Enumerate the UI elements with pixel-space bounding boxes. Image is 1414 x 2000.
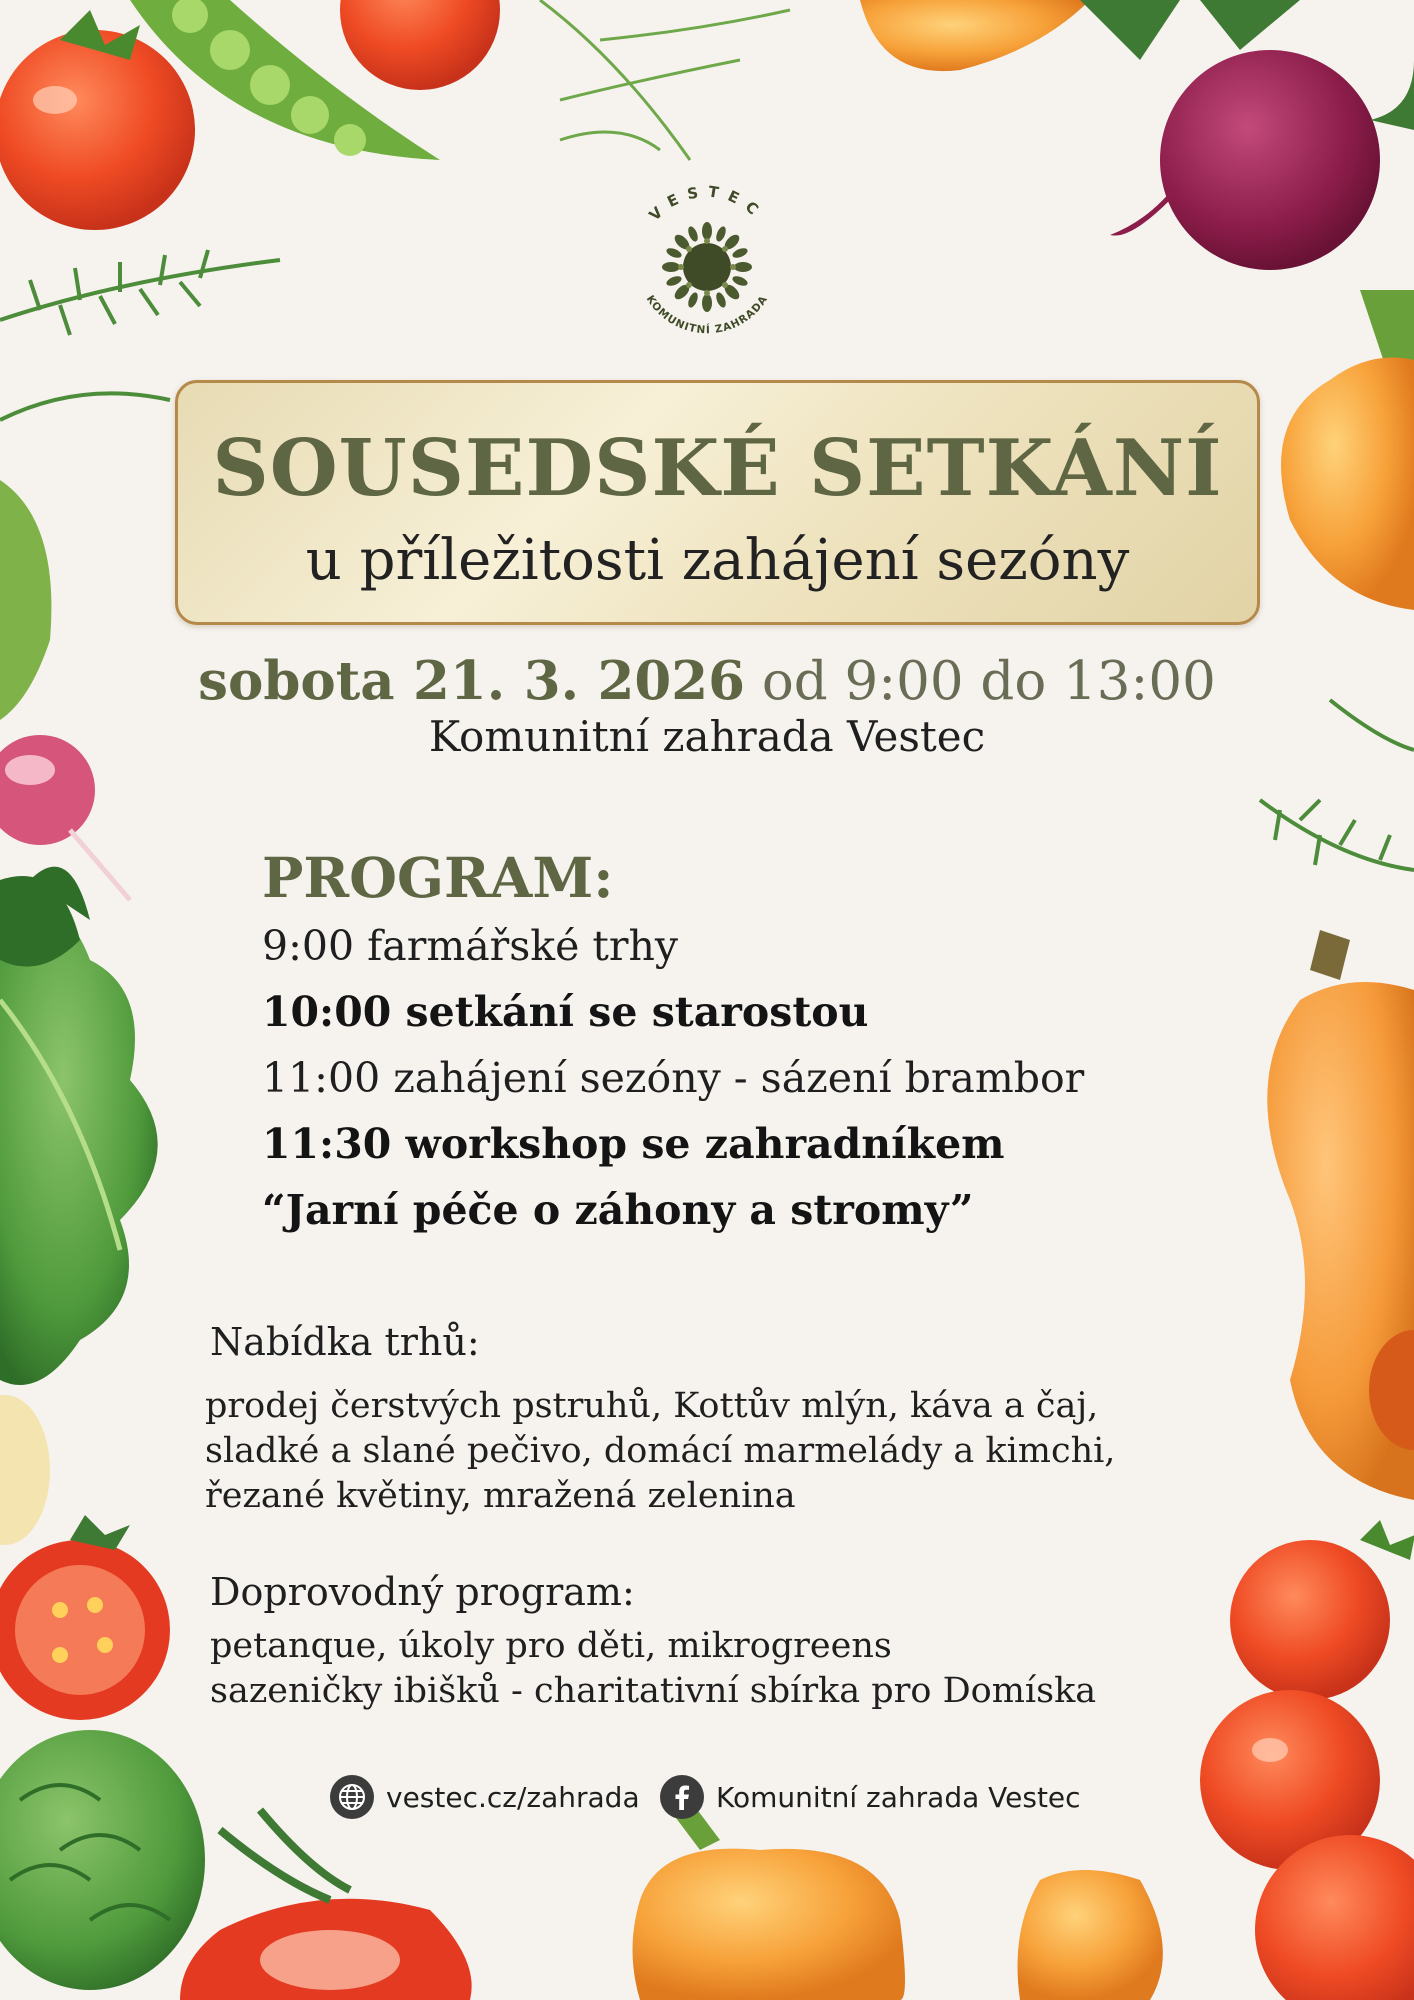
onion-decoration	[0, 1395, 50, 1545]
program-heading: PROGRAM:	[262, 845, 614, 910]
market-line: prodej čerstvých pstruhů, Kottův mlýn, káva a čaj,	[205, 1386, 1099, 1426]
tomato-decoration	[1200, 1520, 1414, 2000]
event-place: Komunitní zahrada Vestec	[428, 712, 986, 761]
carrot-decoration	[1018, 1870, 1163, 2000]
market-line: řezané květiny, mražená zelenina	[205, 1476, 796, 1516]
side-program-title: Doprovodný program:	[210, 1570, 635, 1614]
web-contact[interactable]	[330, 1775, 640, 1819]
market-line: sladké a slané pečivo, domácí marmelády a kimchi,	[205, 1431, 1116, 1471]
facebook-icon	[660, 1775, 704, 1819]
lettuce-decoration	[0, 867, 158, 1385]
svg-text:VESTEC	[646, 182, 769, 224]
tomato-decoration	[340, 0, 500, 90]
event-title: SOUSEDSKÉ SETKÁNÍ	[212, 423, 1223, 514]
side-program-line: petanque, úkoly pro děti, mikrogreens	[210, 1626, 892, 1666]
market-list	[205, 1384, 1115, 1519]
market-title: Nabídka trhů:	[210, 1320, 480, 1364]
event-date: sobota 21. 3. 2026	[198, 650, 745, 712]
side-program-list	[210, 1624, 1096, 1714]
vestec-community-garden-logo	[620, 175, 794, 349]
squash-decoration	[1267, 930, 1414, 1500]
program-item: 10:00 setkání se starostou	[262, 988, 869, 1036]
facebook-contact[interactable]	[660, 1775, 1081, 1819]
web-link[interactable]: vestec.cz/zahrada	[386, 1780, 640, 1814]
beet-decoration	[1080, 0, 1414, 270]
globe-icon	[330, 1775, 374, 1819]
program-item: 9:00 farmářské trhy	[262, 922, 679, 970]
side-program-line: sazeničky ibišků - charitativní sbírka pro Domíska	[210, 1671, 1097, 1711]
logo-bottom-text: KOMUNITNÍ ZAHRADA	[643, 293, 771, 337]
fennel-decoration	[540, 0, 790, 160]
event-subtitle: u příležitosti zahájení sezóny	[305, 528, 1130, 593]
artichoke-decoration	[0, 1730, 205, 1990]
title-banner	[175, 380, 1260, 625]
tomato-slice-decoration	[0, 1515, 170, 1720]
carrot-decoration	[860, 0, 1090, 71]
event-time: od 9:00 do 13:00	[761, 651, 1216, 712]
event-date-time	[0, 650, 1414, 712]
pepper-decoration	[633, 1800, 906, 2000]
program-item: “Jarní péče o záhony a stromy”	[262, 1186, 974, 1234]
tomato-slice-decoration	[180, 1810, 472, 2000]
pepper-decoration	[1281, 290, 1414, 610]
program-item: 11:30 workshop se zahradníkem	[262, 1120, 1005, 1168]
program-item: 11:00 zahájení sezóny - sázení brambor	[262, 1054, 1085, 1102]
logo-top-text: VESTEC	[645, 182, 769, 225]
facebook-link[interactable]: Komunitní zahrada Vestec	[716, 1780, 1081, 1814]
sunflower-icon	[662, 222, 752, 312]
